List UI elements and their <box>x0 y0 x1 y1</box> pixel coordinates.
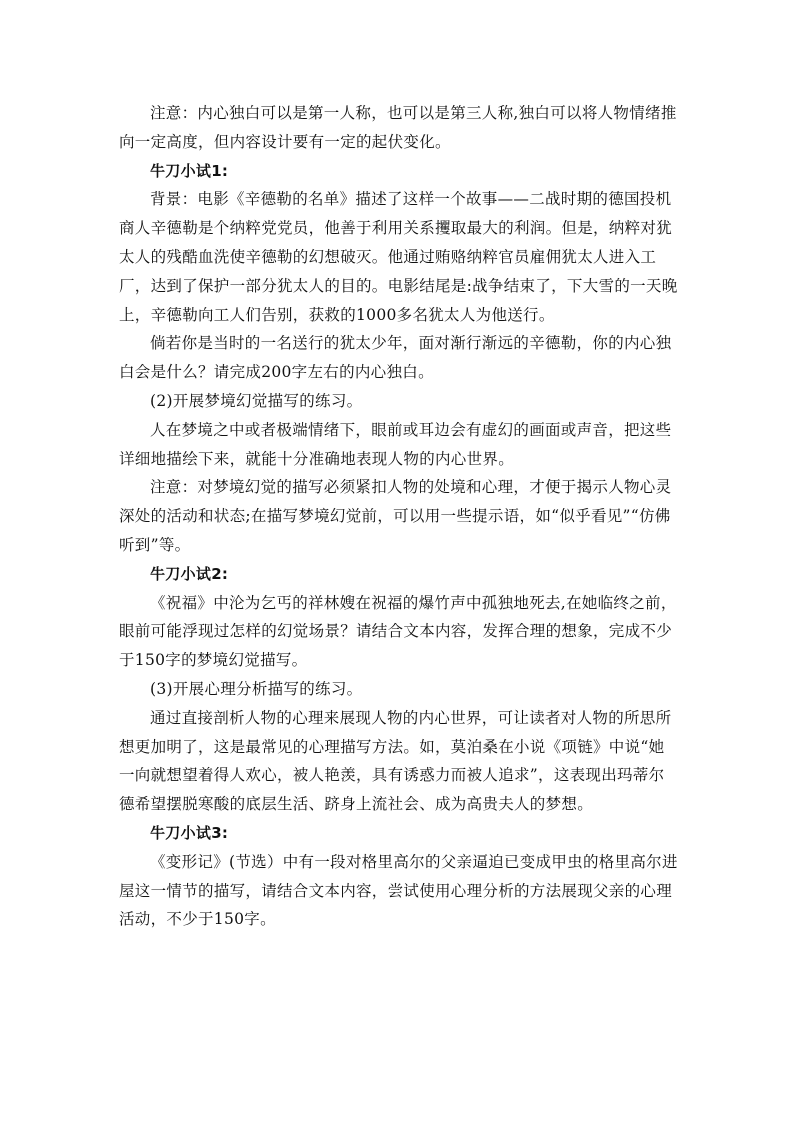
exercise-3-prompt: 《变形记》(节选）中有一段对格里高尔的父亲逼迫已变成甲虫的格里高尔进屋这一情节的描写，请结合文本内容，尝试使用心理分析的方法展现父亲的心理活动，不少于150字。 <box>119 852 678 929</box>
section-2-title: (2)开展梦境幻觉描写的练习。 <box>150 391 363 410</box>
exercise-3-heading: 牛刀小试3: <box>150 823 229 842</box>
document-body <box>119 99 679 934</box>
psychological-analysis-description: 通过直接剖析人物的心理来展现人物的内心世界，可让读者对人物的所思所想更加明了，这是最常见的心理描写方法。如，莫泊桑在小说《项链》中说“她一向就想望着得人欢心，被人艳羡，具有诱惑力而被人追求”，这表现出玛蒂尔德希望摆脱寒酸的底层生活、跻身上流社会、成为高贵夫人的梦想。 <box>119 708 672 814</box>
exercise-1-prompt: 倘若你是当时的一名送行的犹太少年，面对渐行渐远的辛德勒，你的内心独白会是什么？请完成200字左右的内心独白。 <box>119 334 672 382</box>
exercise-2-prompt: 《祝福》中沦为乞丐的祥林嫂在祝福的爆竹声中孤独地死去,在她临终之前，眼前可能浮现过怎样的幻觉场景？请结合文本内容，发挥合理的想象，完成不少于150字的梦境幻觉描写。 <box>119 593 677 670</box>
section-3-title: (3)开展心理分析描写的练习。 <box>150 679 363 698</box>
note-dream: 注意：对梦境幻觉的描写必须紧扣人物的处境和心理，才便于揭示人物心灵深处的活动和状态;在描写梦境幻觉前，可以用一些提示语，如“似乎看见”“仿佛听到”等。 <box>119 478 672 554</box>
note-inner-monologue: 注意：内心独白可以是第一人称，也可以是第三人称,独白可以将人物情绪推向一定高度，但内容设计要有一定的起伏变化。 <box>119 104 677 151</box>
exercise-1-heading: 牛刀小试1: <box>150 161 229 180</box>
dream-description: 人在梦境之中或者极端情绪下，眼前或耳边会有虚幻的画面或声音，把这些详细地描绘下来，就能十分准确地表现人物的内心世界。 <box>119 420 672 468</box>
schindler-background: 背景：电影《辛德勒的名单》描述了这样一个故事——二战时期的德国投机商人辛德勒是个纳粹党党员，他善于利用关系攫取最大的利润。但是，纳粹对犹太人的残酷血洗使辛德勒的幻想破灭。他通过贿赂纳粹官员雇佣犹太人进入工厂，达到了保护一部分犹太人的目的。电影结尾是:战争结束了，下大雪的一天晚上，辛德勒向工人们告别，获救的1000多名犹太人为他送行。 <box>119 190 678 324</box>
exercise-2-heading: 牛刀小试2: <box>150 564 229 583</box>
